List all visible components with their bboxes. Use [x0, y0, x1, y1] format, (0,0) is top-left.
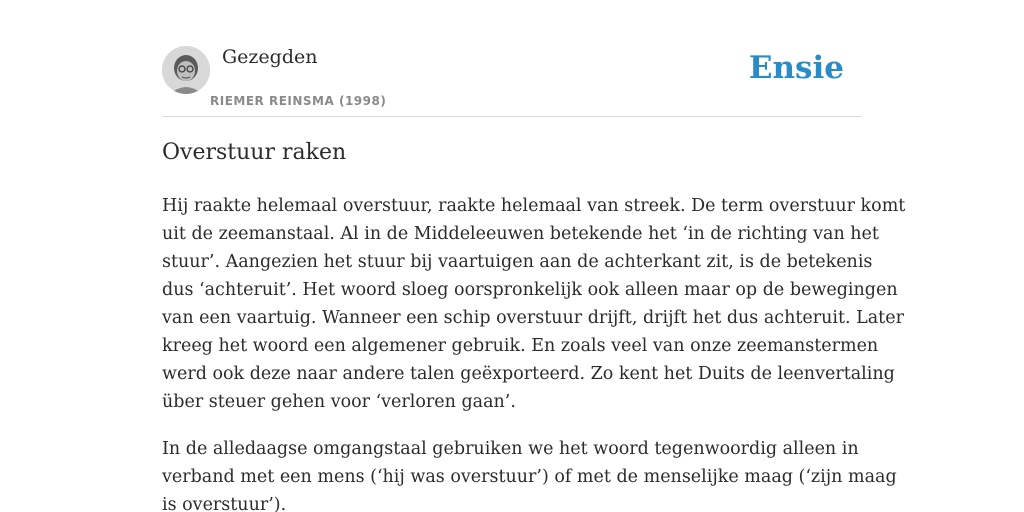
text-line: verband met een mens (‘hij was overstuur’) of met de menselijke maag (‘zijn maag — [162, 467, 897, 487]
text-line: dus ‘achteruit’. Het woord sloeg oorspronkelijk ook alleen maar op de bewegingen — [162, 280, 898, 300]
header — [162, 44, 862, 117]
site-logo[interactable]: Ensie — [748, 50, 844, 86]
text-line: kreeg het woord een algemener gebruik. En zoals veel van onze zeemanstermen — [162, 336, 879, 356]
text-line: In de alledaagse omgangstaal gebruiken we het woord tegenwoordig alleen in — [162, 439, 859, 459]
text-line: is overstuur’). — [162, 495, 287, 512]
paragraph — [162, 192, 906, 416]
text-line: werd ook deze naar andere talen geëxporteerd. Zo kent het Duits de leenvertaling — [162, 364, 895, 384]
author-avatar[interactable] — [162, 46, 210, 94]
text-line: stuur’. Aangezien het stuur bij vaartuigen aan de achterkant zit, is de betekenis — [162, 252, 873, 272]
book-title[interactable]: Gezegden — [222, 46, 318, 68]
entry-body — [162, 192, 906, 512]
text-line: über steuer gehen voor ‘verloren gaan’. — [162, 392, 516, 412]
text-line: van een vaartuig. Wanneer een schip overstuur drijft, drijft het dus achteruit. Later — [162, 308, 904, 328]
author-name: RIEMER REINSMA (1998) — [210, 94, 387, 108]
text-line: Hij raakte helemaal overstuur, raakte helemaal van streek. De term overstuur komt — [162, 196, 906, 216]
entry-title: Overstuur raken — [162, 140, 347, 165]
author-portrait-icon — [162, 46, 210, 94]
text-line: uit de zeemanstaal. Al in de Middeleeuwen betekende het ‘in de richting van het — [162, 224, 879, 244]
paragraph — [162, 435, 897, 512]
